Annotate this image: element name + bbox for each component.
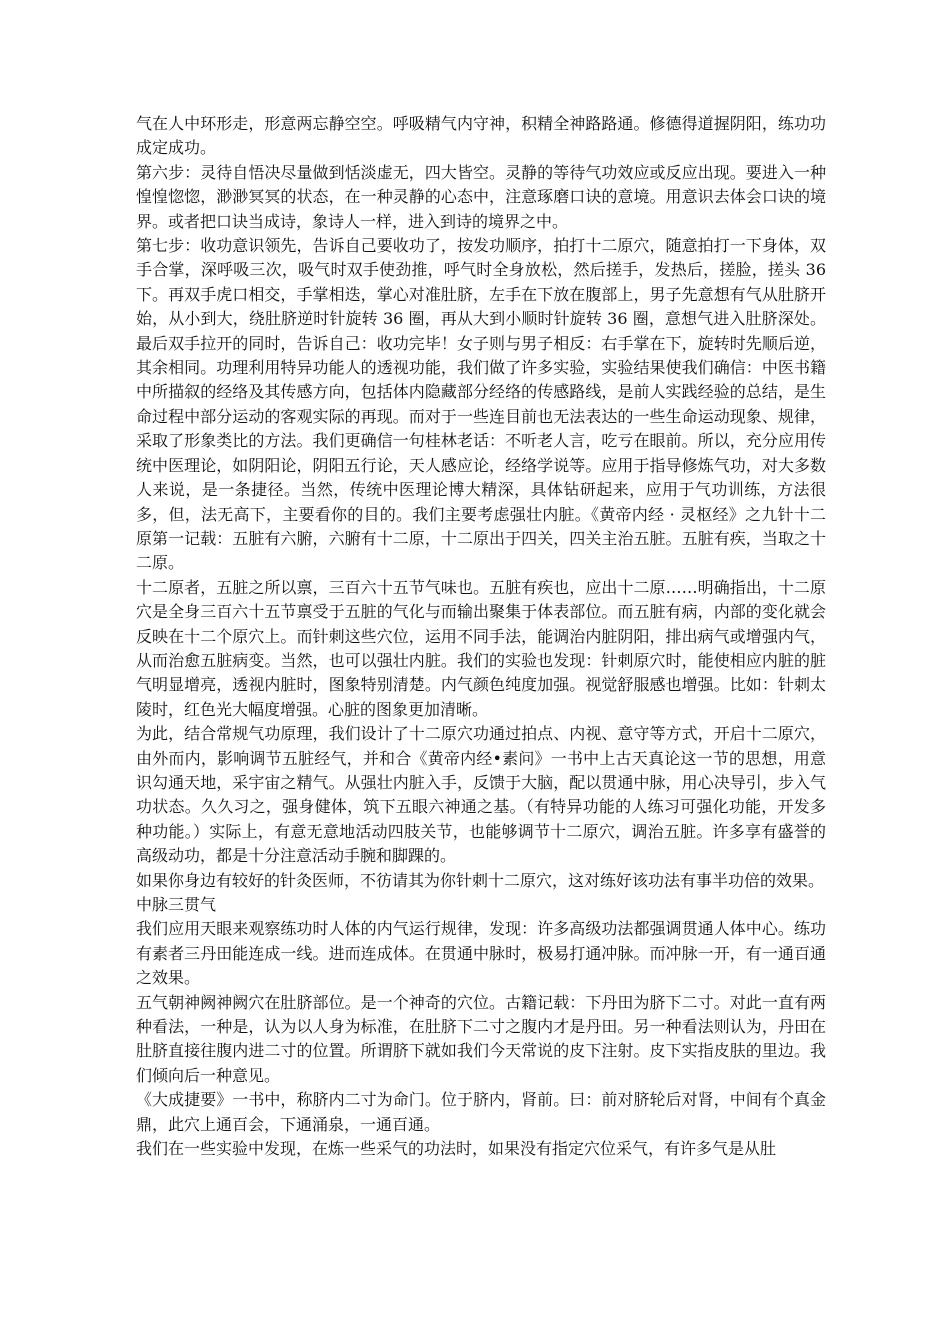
paragraph-1: 气在人中环形走，形意两忘静空空。呼吸精气内守神，积精全神路路通。修德得道握阴阳，练功功成定成功。 — [136, 114, 826, 158]
section-heading: 中脉三贯气 — [136, 895, 217, 914]
paragraph-step-6: 第六步：灵待自悟决尽量做到恬淡虚无，四大皆空。灵静的等待气功效应或反应出现。要进入一种惶惶惚惚，渺渺冥冥的状态，在一种灵静的心态中，注意琢磨口诀的意境。用意识去体会口诀的境界。或者把口诀当成诗，象诗人一样，进入到诗的境界之中。 — [136, 162, 826, 231]
paragraph-acupuncture: 如果你身边有较好的针灸医师，不彷请其为你针刺十二原穴，这对练好该功法有事半功倍的效果。 — [136, 870, 825, 890]
paragraph-dacheng: 《大成捷要》一书中，称脐内二寸为命门。位于脐内，肾前。曰：前对脐轮后对肾，中间有个真金鼎，此穴上通百会，下通涌泉，一通百通。 — [136, 1090, 826, 1134]
paragraph-experiment: 我们在一些实验中发现，在炼一些采气的功法时，如果没有指定穴位采气，有许多气是从肚 — [136, 1139, 777, 1159]
paragraph-twelve-yuan: 十二原者，五脏之所以禀，三百六十五节气味也。五脏有疾也，应出十二原……明确指出，十二原穴是全身三百六十五节禀受于五脏的气化与而输出聚集于体表部位。而五脏有病，内部的变化就会反映在十二个原穴上。而针刺这些穴位，运用不同手法，能调治内脏阴阳，排出病气或增强内气，从而治愈五脏病变。当然，也可以强壮内脏。我们的实验也发现：针刺原穴时，能使相应内脏的脏气明显增亮，透视内脏时，图象特别清楚。内气颜色纯度加强。视觉舒服感也增强。比如：针刺太陵时，红色光大幅度增强。心脏的图象更加清晰。 — [136, 577, 826, 719]
document-body — [136, 112, 826, 1161]
paragraph-shenque: 五气朝神阙神阙穴在肚脐部位。是一个神奇的穴位。古籍记载：下丹田为脐下二寸。对此一直有两种看法，一种是，认为以人身为标准，在肚脐下二寸之腹内才是丹田。另一种看法则认为，丹田在肚脐直接往腹内进二寸的位置。所谓脐下就如我们今天常说的皮下注射。皮下实指皮肤的里边。我们倾向后一种意见。 — [136, 992, 826, 1085]
paragraph-central-channel: 我们应用天眼来观察练功时人体的内气运行规律，发现：许多高级功法都强调贯通人体中心。练功有素者三丹田能连成一线。进而连成体。在贯通中脉时，极易打通冲脉。而冲脉一开，有一通百通之效果。 — [136, 919, 826, 988]
paragraph-step-7: 第七步：收功意识领先，告诉自己要收功了，按发功顺序，拍打十二原穴，随意拍打一下身体，双手合掌，深呼吸三次，吸气时双手使劲推，呼气时全身放松，然后搓手，发热后，搓脸，搓头 36 下。再双手虎口相交，手掌相迭，掌心对准肚脐，左手在下放在腹部上，男子先意想有气从肚脐开始，从小到大，绕肚脐逆时针旋转 36 圈，再从大到小顺时针旋转 36 圈，意想气进入肚脐深处。最后双手拉开的同时，告诉自己：收功完毕！女子则与男子相反：右手掌在下，旋转时先顺后逆，其余相同。功理利用特异功能人的透视功能，我们做了许多实验，实验结果使我们确信：中医书籍中所描叙的经络及其传感方向，包括体内隐藏部分经络的传感路线，是前人实践经验的总结，是生命过程中部分运动的客观实际的再现。而对于一些连目前也无法表达的一些生命运动现象、规律，采取了形象类比的方法。我们更确信一句桂林老话：不听老人言，吃亏在眼前。所以，充分应用传统中医理论，如阴阳论，阴阳五行论，天人感应论，经络学说等。应用于指导修炼气功，对大多数人来说，是一条捷径。当然，传统中医理论博大精深，具体钻研起来，应用于气功训练，方法很多，但，法无高下，主要看你的目的。我们主要考虑强壮内脏。《黄帝内经 · 灵枢经》之九针十二原第一记载：五脏有六腑，六腑有十二原，十二原出于四关，四关主治五脏。五脏有疾，当取之十二原。 — [136, 236, 826, 573]
paragraph-design: 为此，结合常规气功原理，我们设计了十二原穴功通过拍点、内视、意守等方式，开启十二原穴，由外而内，影响调节五脏经气，并和合《黄帝内经•素问》一书中上古天真论这一节的思想，用意识勾通天地，采宇宙之精气。从强壮内脏入手，反馈于大脑，配以贯通中脉，用心决导引，步入气功状态。久久习之，强身健体，筑下五眼六神通之基。（有特异功能的人练习可强化功能，开发多种功能。）实际上，有意无意地活动四肢关节，也能够调节十二原穴，调治五脏。许多享有盛誉的高级动功，都是十分注意活动手腕和脚踝的。 — [136, 724, 826, 866]
